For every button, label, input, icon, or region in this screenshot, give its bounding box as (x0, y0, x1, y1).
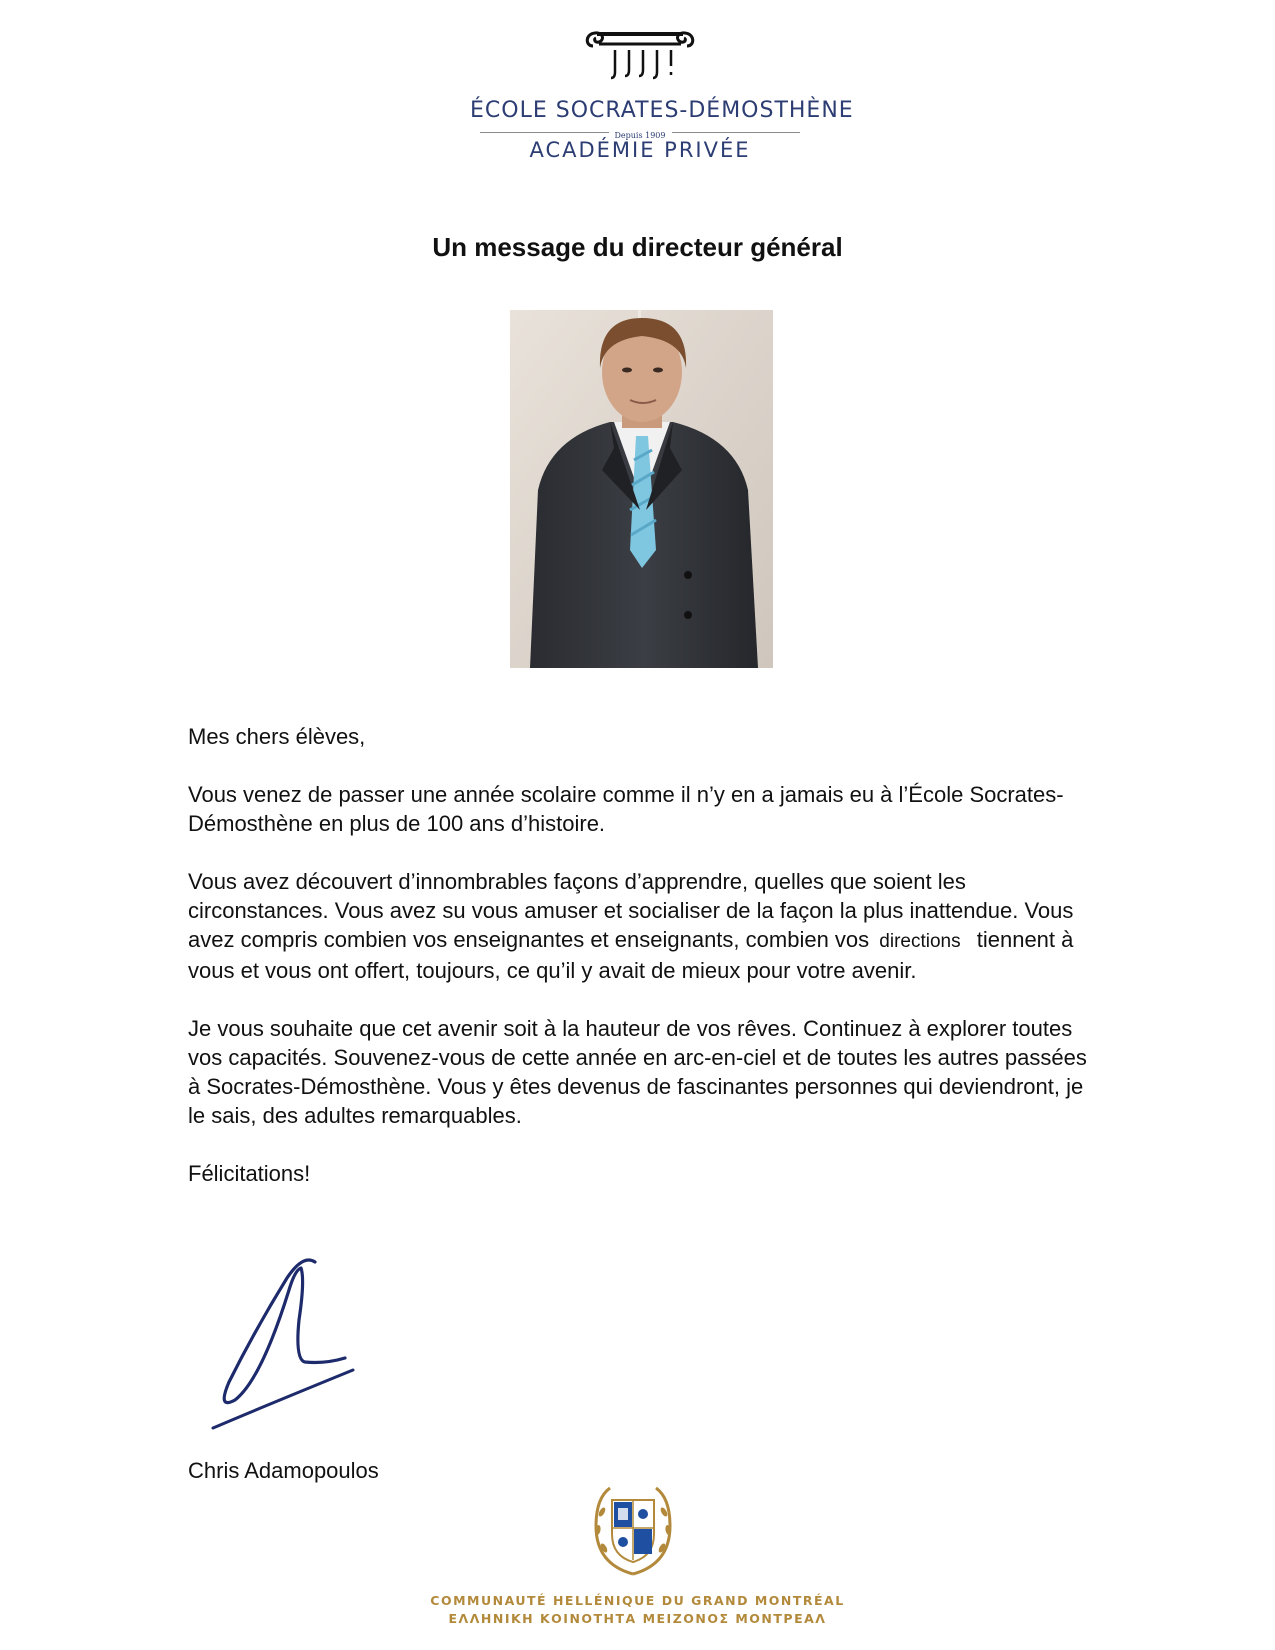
salutation: Mes chers élèves, (188, 724, 366, 749)
community-crest-icon (588, 1482, 678, 1578)
community-name-fr: COMMUNAUTÉ HELLÉNIQUE DU GRAND MONTRÉAL (430, 1593, 845, 1608)
academy-name: ACADÉMIE PRIVÉE (529, 138, 751, 162)
school-logo (470, 28, 854, 168)
community-name-gr: ΕΛΛΗΝΙΚΗ ΚΟΙΝΟΤΗΤΑ ΜΕΙΖΟΝΟΣ ΜΟΝΤΡΕΑΛ (448, 1611, 827, 1626)
school-name: ÉCOLE SOCRATES-DÉMOSTHÈNE (470, 98, 854, 123)
paragraph-1: Vous venez de passer une année scolaire comme il n’y en a jamais eu à l’École Socrates-Démosthène en plus de 100 ans d’histoire. (188, 782, 1064, 836)
letter-body (188, 722, 1088, 1217)
paragraph-3: Je vous souhaite que cet avenir soit à la hauteur de vos rêves. Continuez à explorer toutes vos capacités. Souvenez-vous de cette année en arc-en-ciel et de toutes les autres passées à Socrates-Démosthène. Vous y êtes devenus de fascinantes personnes qui deviendront, je le sais, des adultes remarquables. (188, 1016, 1087, 1128)
since-year: Depuis 1909 (470, 125, 810, 143)
signature-image (195, 1250, 365, 1430)
paragraph-2: Vous avez découvert d’innombrables façons d’apprendre, quelles que soient les circonstances. Vous avez su vous amuser et socialiser de la façon la plus inattendue. Vous avez compris combien vos enseignantes et enseignants, combien vos directions tiennent à vous et vous ont offert, toujours, ce qu’il y avait de mieux pour votre avenir. (188, 869, 1074, 983)
director-portrait (510, 310, 773, 668)
directions-word: directions (879, 931, 961, 952)
community-name (0, 1592, 1275, 1628)
ionic-column-icon (585, 28, 695, 90)
signer-name: Chris Adamopoulos (188, 1458, 379, 1483)
closing: Félicitations! (188, 1161, 311, 1186)
page-title: Un message du directeur général (432, 232, 843, 262)
